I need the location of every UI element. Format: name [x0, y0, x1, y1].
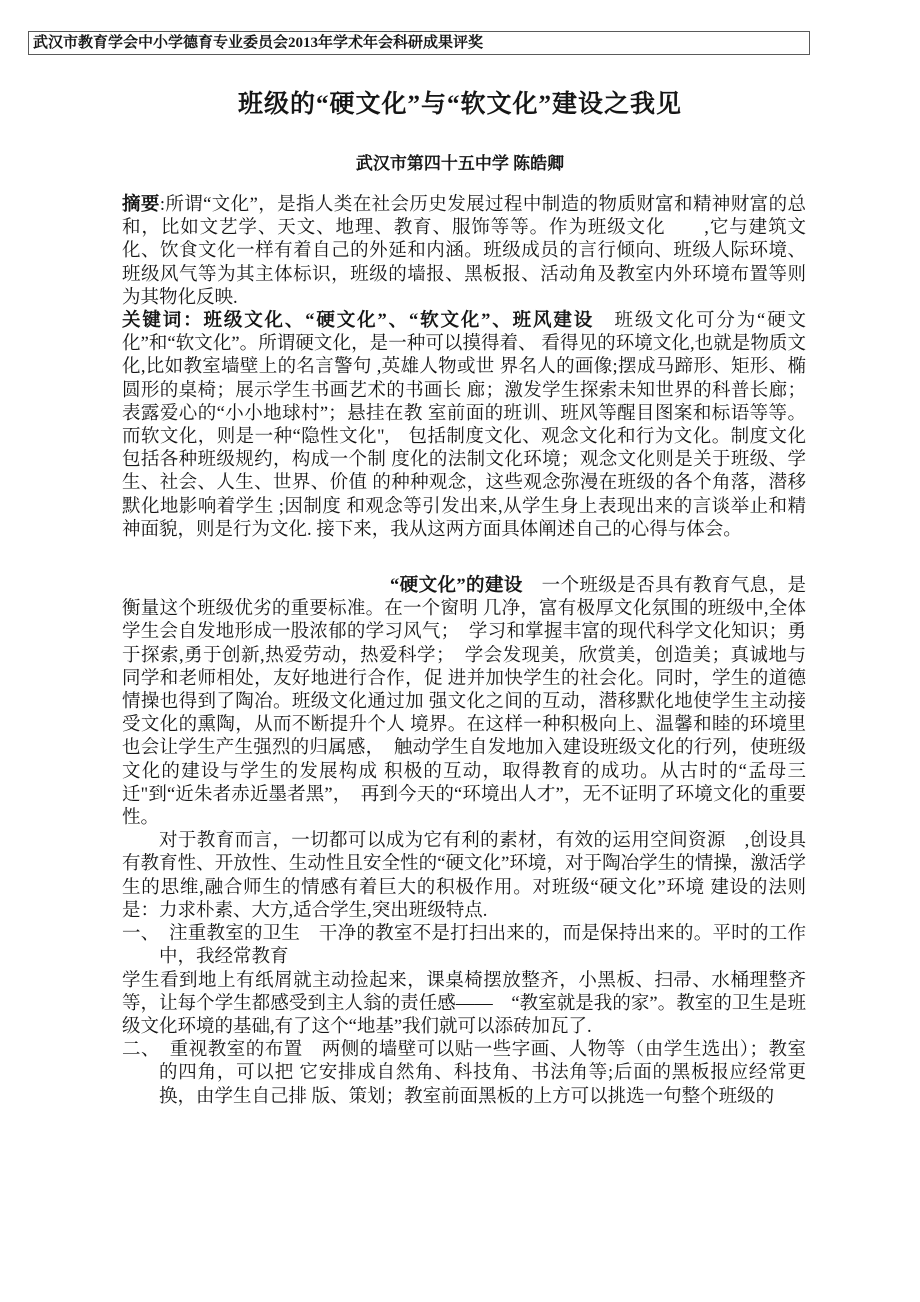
paragraph-lead-bold: “硬文化”的建设 [390, 576, 542, 597]
paragraph [122, 310, 806, 542]
paragraph-text: 学生看到地上有纸屑就主动捡起来，课桌椅摆放整齐，小黑板、扫帚、水桶理整齐等，让每个学生都感受到主人翁的责任感—— “教室就是我的家”。教室的卫生是班级文化环境的基础,有了这个“地基”我们就可以添砖加瓦了. [122, 970, 806, 1037]
paragraph-text: 对于教育而言，一切都可以成为它有利的素材，有效的运用空间资源 ,创设具有教育性、开放性、生动性且安全性的“硬文化”环境，对于陶冶学生的情操，激活学生的思维,融合师生的情感有着巨大的积极作用。对班级“硬文化”环境 建设的法则是：力求朴素、大方,适合学生,突出班级特点. [122, 831, 806, 921]
paragraph-text: 一、 注重教室的卫生 干净的教室不是打扫出来的，而是保持出来的。平时的工作中，我经常教育 [122, 924, 806, 968]
paragraph [122, 970, 806, 1040]
paragraph [122, 575, 806, 830]
paragraph [122, 194, 806, 310]
paragraph-text: 班级文化可分为“硬文化”和“软文化”。所谓硬文化，是一种可以摸得着、 看得见的环境文化,也就是物质文化,比如教室墙壁上的名言警句 ,英雄人物或世 界名人的画像;摆成马蹄形、矩形、椭圆形的桌椅；展示学生书画艺术的书画长 廊；激发学生探索未知世界的科普长廊；表露爱心的“小小地球村”；悬挂在教 室前面的班训、班风等醒目图案和标语等等。而软文化，则是一种“隐性文化", 包括制度文化、观念文化和行为文化。制度文化包括各种班级规约，构成一个制 度化的法制文化环境；观念文化则是关于班级、学生、社会、人生、世界、价值 的种种观念，这些观念弥漫在班级的各个角落，潜移默化地影响着学生 ;因制度 和观念等引发出来,从学生身上表现出来的言谈举止和精神面貌，则是行为文化. 接下来，我从这两方面具体阐述自己的心得与体会。 [122, 311, 806, 540]
paragraph-text: :所谓“文化”，是指人类在社会历史发展过程中制造的物质财富和精神财富的总和，比如文艺学、天文、地理、教育、服饰等等。作为班级文化 ,它与建筑文化、饮食文化一样有着自己的外延和内涵。班级成员的言行倾向、班级人际环境、班级风气等为其主体标识，班级的墙报、黑板报、活动角及教室内外环境布置等则为其物化反映. [122, 195, 806, 308]
paragraph [122, 1039, 806, 1109]
header-box [28, 31, 810, 55]
document-title: 班级的“硬文化”与“软文化”建设之我见 [237, 91, 682, 118]
author-line: 武汉市第四十五中学 陈皓卿 [355, 154, 565, 173]
paragraph-text: 二、 重视教室的布置 两侧的墙壁可以贴一些字画、人物等（由学生选出）；教室的四角，可以把 它安排成自然角、科技角、书法角等;后面的黑板报应经常更换，由学生自己排 版、策划；教室前面黑板的上方可以挑选一句整个班级的 [122, 1040, 806, 1107]
paragraph [122, 923, 806, 969]
paragraph-lead-bold: 摘要 [122, 195, 160, 215]
document-body [122, 194, 806, 1109]
paragraph [122, 830, 806, 923]
paragraph-lead-bold: 关键词：班级文化、“硬文化”、“软文化”、班风建设 [122, 311, 615, 332]
header-label: 武汉市教育学会中小学德育专业委员会2013年学术年会科研成果评奖 [33, 35, 484, 51]
paragraph-text: 一个班级是否具有教育气息，是衡量这个班级优劣的重要标准。在一个窗明 几净，富有极厚文化氛围的班级中,全体学生会自发地形成一股浓郁的学习风气； 学习和掌握丰富的现代科学文化知识；勇于探索,勇于创新,热爱劳动，热爱科学； 学会发现美，欣赏美，创造美；真诚地与同学和老师相处，友好地进行合作，促 进并加快学生的社会化。同时，学生的道德情操也得到了陶冶。班级文化通过加 强文化之间的互动，潜移默化地使学生主动接受文化的熏陶，从而不断提升个人 境界。在这样一种积极向上、温馨和睦的环境里也会让学生产生强烈的归属感， 触动学生自发地加入建设班级文化的行列，使班级文化的建设与学生的发展构成 积极的互动，取得教育的成功。从古时的“孟母三迁"到“近朱者赤近墨者黑”， 再到今天的“环境出人才”，无不证明了环境文化的重要性。 [122, 576, 806, 829]
